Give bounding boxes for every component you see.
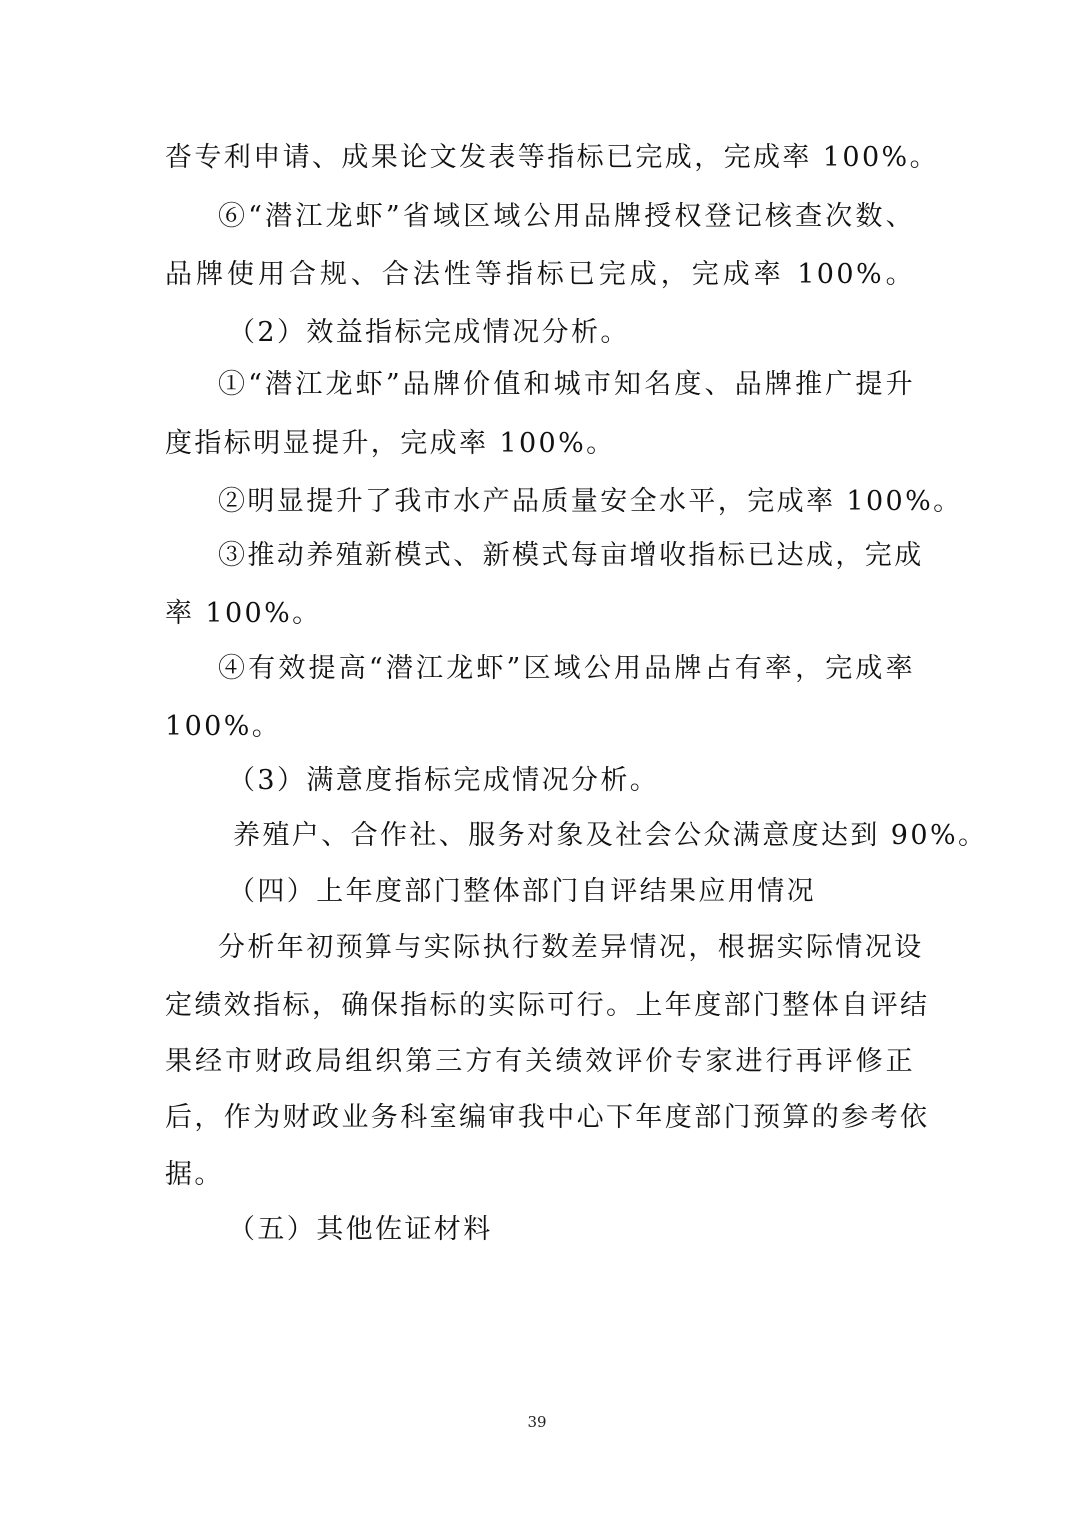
text-line: ⑥“潜江龙虾”省域区域公用品牌授权登记核查次数、 xyxy=(218,201,915,232)
section-heading: （五）其他佐证材料 xyxy=(228,1214,493,1245)
page-number: 39 xyxy=(527,1413,547,1431)
text-line: ④有效提高“潜江龙虾”区域公用品牌占有率，完成率 xyxy=(218,653,915,684)
text-line: 果经市财政局组织第三方有关绩效评价专家进行再评修正 xyxy=(165,1046,915,1077)
text-line: 度指标明显提升，完成率 100%。 xyxy=(165,428,616,459)
text-line: 品牌使用合规、合法性等指标已完成，完成率 100%。 xyxy=(165,259,915,290)
text-line: 养殖户、合作社、服务对象及社会公众满意度达到 90%。 xyxy=(233,820,988,851)
text-line: ③推动养殖新模式、新模式每亩增收指标已达成，完成 xyxy=(218,540,924,571)
text-line: 据。 xyxy=(165,1159,224,1190)
text-line: 100%。 xyxy=(165,711,282,742)
text-line: 定绩效指标，确保指标的实际可行。上年度部门整体自评结 xyxy=(165,990,930,1021)
text-line: 分析年初预算与实际执行数差异情况，根据实际情况设 xyxy=(218,932,924,963)
text-line: 率 100%。 xyxy=(165,598,322,629)
section-heading: （3）满意度指标完成情况分析。 xyxy=(228,765,660,796)
text-line: ①“潜江龙虾”品牌价值和城市知名度、品牌推广提升 xyxy=(218,369,915,400)
section-heading: （2）效益指标完成情况分析。 xyxy=(228,317,630,348)
text-line: 后，作为财政业务科室编审我中心下年度部门预算的参考依 xyxy=(165,1102,930,1133)
text-line: 沓专利申请、成果论文发表等指标已完成，完成率 100%。 xyxy=(165,142,939,173)
text-line: ②明显提升了我市水产品质量安全水平，完成率 100%。 xyxy=(218,486,963,517)
section-heading: （四）上年度部门整体部门自评结果应用情况 xyxy=(228,876,816,907)
